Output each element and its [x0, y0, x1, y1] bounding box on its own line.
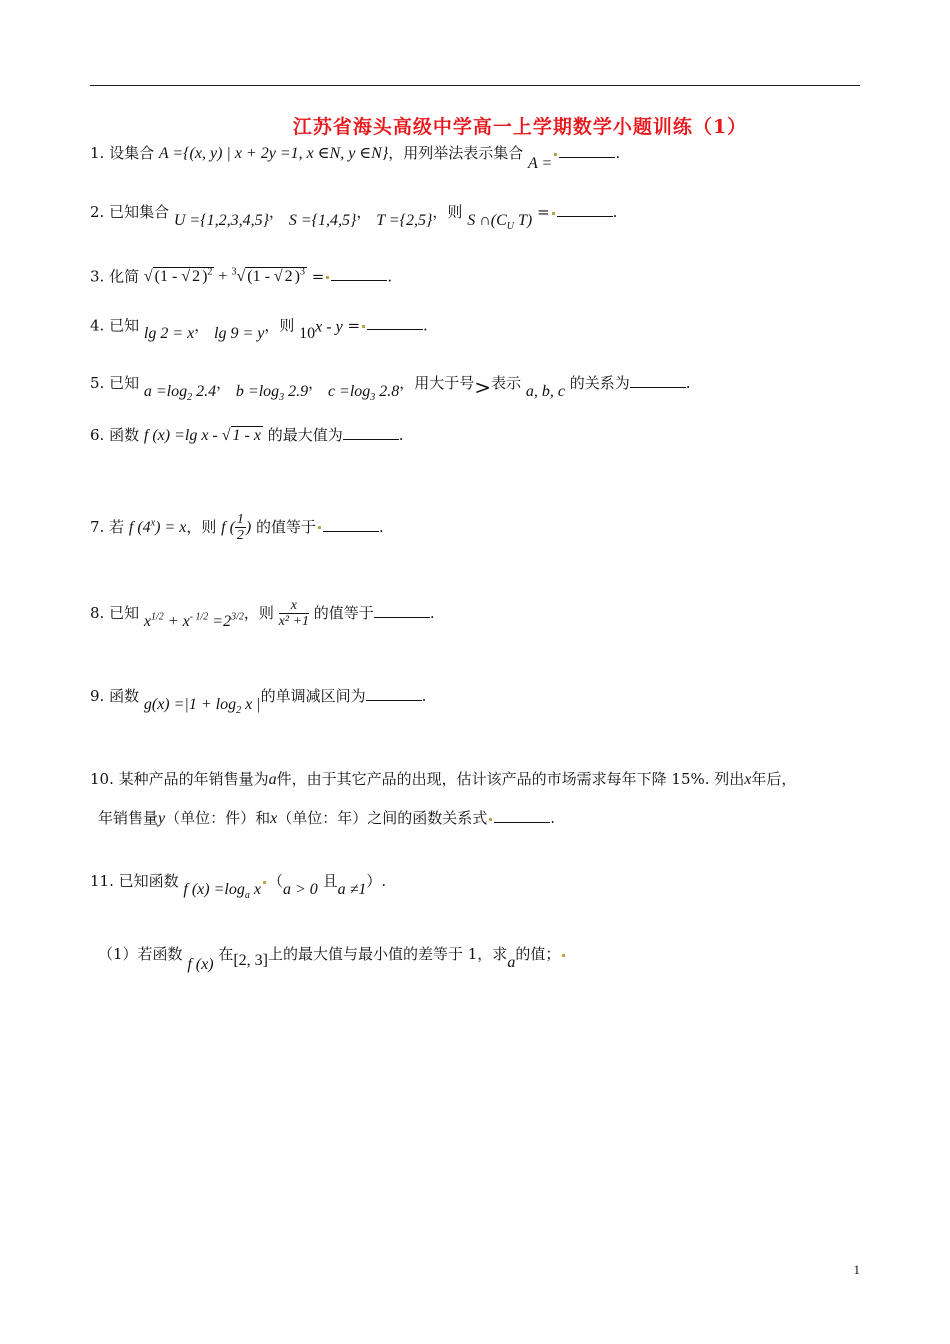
question-10 — [90, 770, 796, 791]
question-8: 8. 已知 $x^{1/2} + x^{- 1/2} =2^{3/2}$，则 $\frac{x}{\text{x² +1}}$ 的值等于 . — [90, 598, 435, 630]
q4-exp: x - y — [315, 319, 343, 336]
q8-plus: + — [163, 612, 183, 630]
q3-expr: √ (1 - √ 2 )$^2$ + $^3$√ (1 - √ 2 )$^3$ — [143, 267, 305, 286]
q5-b-sub: 3 — [279, 392, 285, 404]
q2-lead: 2. 已知集合 — [90, 203, 170, 221]
q7-blank — [323, 517, 379, 532]
q9-math: g(x) =|1 + log — [143, 696, 237, 713]
q4-base: 10 — [299, 325, 316, 343]
q1-math: A ={(x, y) | x + 2y =1, x ∈N, y ∈N} — [158, 145, 389, 162]
q10-line1: 10. 某种产品的年销售量为 — [90, 770, 269, 788]
q10-line2c: （单位：年）之间的函数关系式 — [277, 809, 488, 827]
q11-and: 且 — [322, 872, 338, 890]
q7-math1b: ) = x — [155, 518, 187, 536]
marker-dot — [263, 881, 266, 884]
q2-set-t: T ={2,5} — [376, 212, 433, 229]
q10-blank — [494, 808, 550, 823]
q5-blank — [630, 373, 686, 388]
q7-fraction — [235, 512, 246, 544]
q6-radicand: 1 - x — [232, 427, 261, 444]
q5-a-sub: 2 — [187, 392, 193, 404]
q8-blank — [374, 603, 430, 618]
marker-dot — [362, 325, 365, 328]
q8-fnum: x — [279, 598, 309, 614]
q6-tail: 的最大值为 — [267, 426, 343, 444]
q7-den: 2 — [236, 528, 244, 544]
q8-x2: x — [182, 612, 190, 630]
q2-eq: = — [532, 203, 550, 221]
question-1: 1. 设集合 A ={(x, y) | x + 2y =1, x ∈N, y ∈N}，用列举法表示集合 A =. — [90, 144, 621, 172]
question-9: 9. 函数 $g(x) =|1 + \log_2 x$ |的单调减区间为 . — [90, 687, 427, 717]
q5-c: c =log — [327, 383, 371, 400]
q8-e3: 3/2 — [231, 611, 244, 623]
q5-mid: ，用大于号 — [399, 374, 475, 392]
q6-lead: 6. 函数 — [90, 426, 140, 444]
q10-line2b: （单位：件）和 — [165, 809, 271, 827]
question-3: 3. 化简 √ (1 - √ 2 )$^2$ + $^3$√ (1 - √ 2 )$^3$ = . — [90, 267, 393, 286]
q2-blank — [557, 202, 613, 217]
q5-tail: 的关系为 — [569, 374, 630, 392]
q8-fden: x² +1 — [278, 614, 310, 630]
q2-sub: U — [506, 221, 514, 233]
q4-math2: lg 9 = y — [214, 325, 265, 343]
marker-dot — [489, 818, 492, 821]
question-10-line2: 年销售量y（单位：件）和x（单位：年）之间的函数关系式 . — [98, 809, 556, 827]
q8-e1: 1/2 — [150, 611, 164, 623]
marker-dot — [326, 276, 329, 279]
q11-math-b: x — [249, 881, 261, 898]
q6-blank — [343, 425, 399, 440]
q4-math1: lg 2 = x — [143, 325, 195, 343]
q10-line2: 年销售量 — [98, 809, 159, 827]
q1-lead: 1. 设集合 — [90, 144, 155, 162]
q2-set-s: S ={1,4,5} — [288, 212, 357, 229]
q7-lead: 7. 若 — [90, 517, 125, 536]
q3-eq: = — [307, 267, 325, 286]
marker-dot — [554, 153, 557, 156]
question-5: 5. 已知 $a =\log_2$ 2.4， $b =\log_3$ 2.9， $c =\log_3$ 2.8，用大于号>表示 a, b, c 的关系为 . — [90, 374, 691, 404]
question-7: 7. 若 f $(4^x) = x$，则 f ( $\frac{1}{2}$ ) 的值等于 . — [90, 512, 384, 544]
q5-b-val: 2.9 — [284, 383, 309, 400]
q5-a: a =log — [143, 383, 188, 400]
q5-abc: a, b, c — [525, 383, 565, 400]
q7-then: ，则 — [186, 517, 217, 536]
q8-lead: 8. 已知 — [90, 603, 140, 622]
question-11: 11. 已知函数 f $(x) =\log_a$ x （a > 0 且a ≠1）. — [90, 872, 387, 902]
q7-exp: x — [150, 517, 156, 529]
q5-a-val: 2.4 — [192, 383, 217, 400]
q3-lead: 3. 化简 — [90, 267, 140, 286]
q11-1-lead: （1）若函数 — [98, 945, 183, 963]
top-rule — [90, 85, 860, 86]
q8-x1: x — [143, 612, 151, 630]
question-4: 4. 已知 lg 2 = x， lg 9 = y，则 $10^{x - y}$ = . — [90, 316, 428, 343]
q1-tail: ，用列举法表示集合 — [388, 144, 524, 162]
question-11-part-1 — [98, 945, 567, 973]
q5-gt: > — [474, 375, 492, 399]
q10-x: x — [744, 771, 752, 788]
q5-b: b =log — [235, 383, 280, 400]
q4-eq: = — [342, 316, 361, 335]
q5-c-val: 2.8 — [375, 383, 400, 400]
q10-a: a — [268, 771, 277, 788]
q11-1-in: 在 — [218, 945, 234, 963]
q4-lead: 4. 已知 — [90, 316, 140, 335]
page-title: 江苏省海头高级中学高一上学期数学小题训练（1） — [292, 116, 748, 138]
q7-math2: f ( — [221, 518, 235, 536]
q1-blank — [559, 143, 615, 158]
q11-end: ）. — [366, 872, 387, 890]
q11-1-fx: f (x) — [187, 956, 214, 973]
q10-line1c: 年后， — [751, 770, 797, 788]
q2-expr-b: T) — [513, 212, 533, 229]
page-number: 1 — [853, 1262, 860, 1277]
q2-set-u: U ={1,2,3,4,5} — [173, 212, 270, 229]
question-2: 2. 已知集合 U ={1,2,3,4,5}， S ={1,4,5}， T ={2,5}，则 S $\cap(C_U$ T) = . — [90, 203, 618, 233]
q7-num: 1 — [236, 512, 244, 527]
q11-1-tail: 上的最大值与最小值的差等于 1，求 — [267, 945, 508, 963]
q5-mid2: 表示 — [491, 374, 522, 392]
q9-blank — [366, 686, 422, 701]
q11-1-end: 的值； — [515, 945, 561, 963]
q4-then: ，则 — [264, 316, 295, 335]
q8-tail: 的值等于 — [313, 603, 374, 622]
q11-math: f (x) =log — [183, 881, 245, 898]
q2-then: ，则 — [432, 203, 463, 221]
marker-dot — [562, 954, 565, 957]
q11-1-interval: [2, 3] — [233, 952, 268, 969]
q11-1-a: a — [507, 954, 516, 971]
q5-c-sub: 3 — [370, 392, 376, 404]
q11-cond1: a > 0 — [282, 881, 318, 898]
q5-lead: 5. 已知 — [90, 374, 140, 392]
q7-math1: f (4 — [128, 518, 151, 536]
q8-eq: =2 — [208, 612, 232, 630]
q8-then: ，则 — [243, 603, 274, 622]
q6-math: f (x) =lg x - — [143, 427, 222, 444]
q4-blank — [367, 315, 423, 330]
q1-answer-lhs: A = — [528, 155, 553, 172]
q11-sub: a — [244, 890, 250, 902]
q10-y: y — [158, 810, 166, 827]
q7-tail: 的值等于 — [256, 517, 317, 536]
q8-fraction — [279, 598, 309, 630]
q9-math-b: x | — [241, 696, 261, 713]
q9-sub: 2 — [236, 705, 242, 717]
q11-lead: 11. 已知函数 — [90, 872, 179, 890]
q11-cond2: a ≠1 — [337, 881, 367, 898]
q3-blank — [331, 266, 387, 281]
marker-dot — [318, 526, 321, 529]
question-6: 6. 函数 f (x) =lg x - √ 1 - x 的最大值为 . — [90, 426, 404, 444]
q9-lead: 9. 函数 — [90, 687, 140, 705]
q8-e2: - 1/2 — [189, 611, 209, 623]
q2-expr: S ∩(C — [467, 212, 507, 229]
q9-tail: 的单调减区间为 — [260, 687, 366, 705]
q10-x2: x — [270, 810, 278, 827]
q7-math2b: ) — [245, 518, 252, 536]
marker-dot — [552, 212, 555, 215]
q10-line1b: 件，由于其它产品的出现，估计该产品的市场需求每年下降 15%. 列出 — [276, 770, 745, 788]
